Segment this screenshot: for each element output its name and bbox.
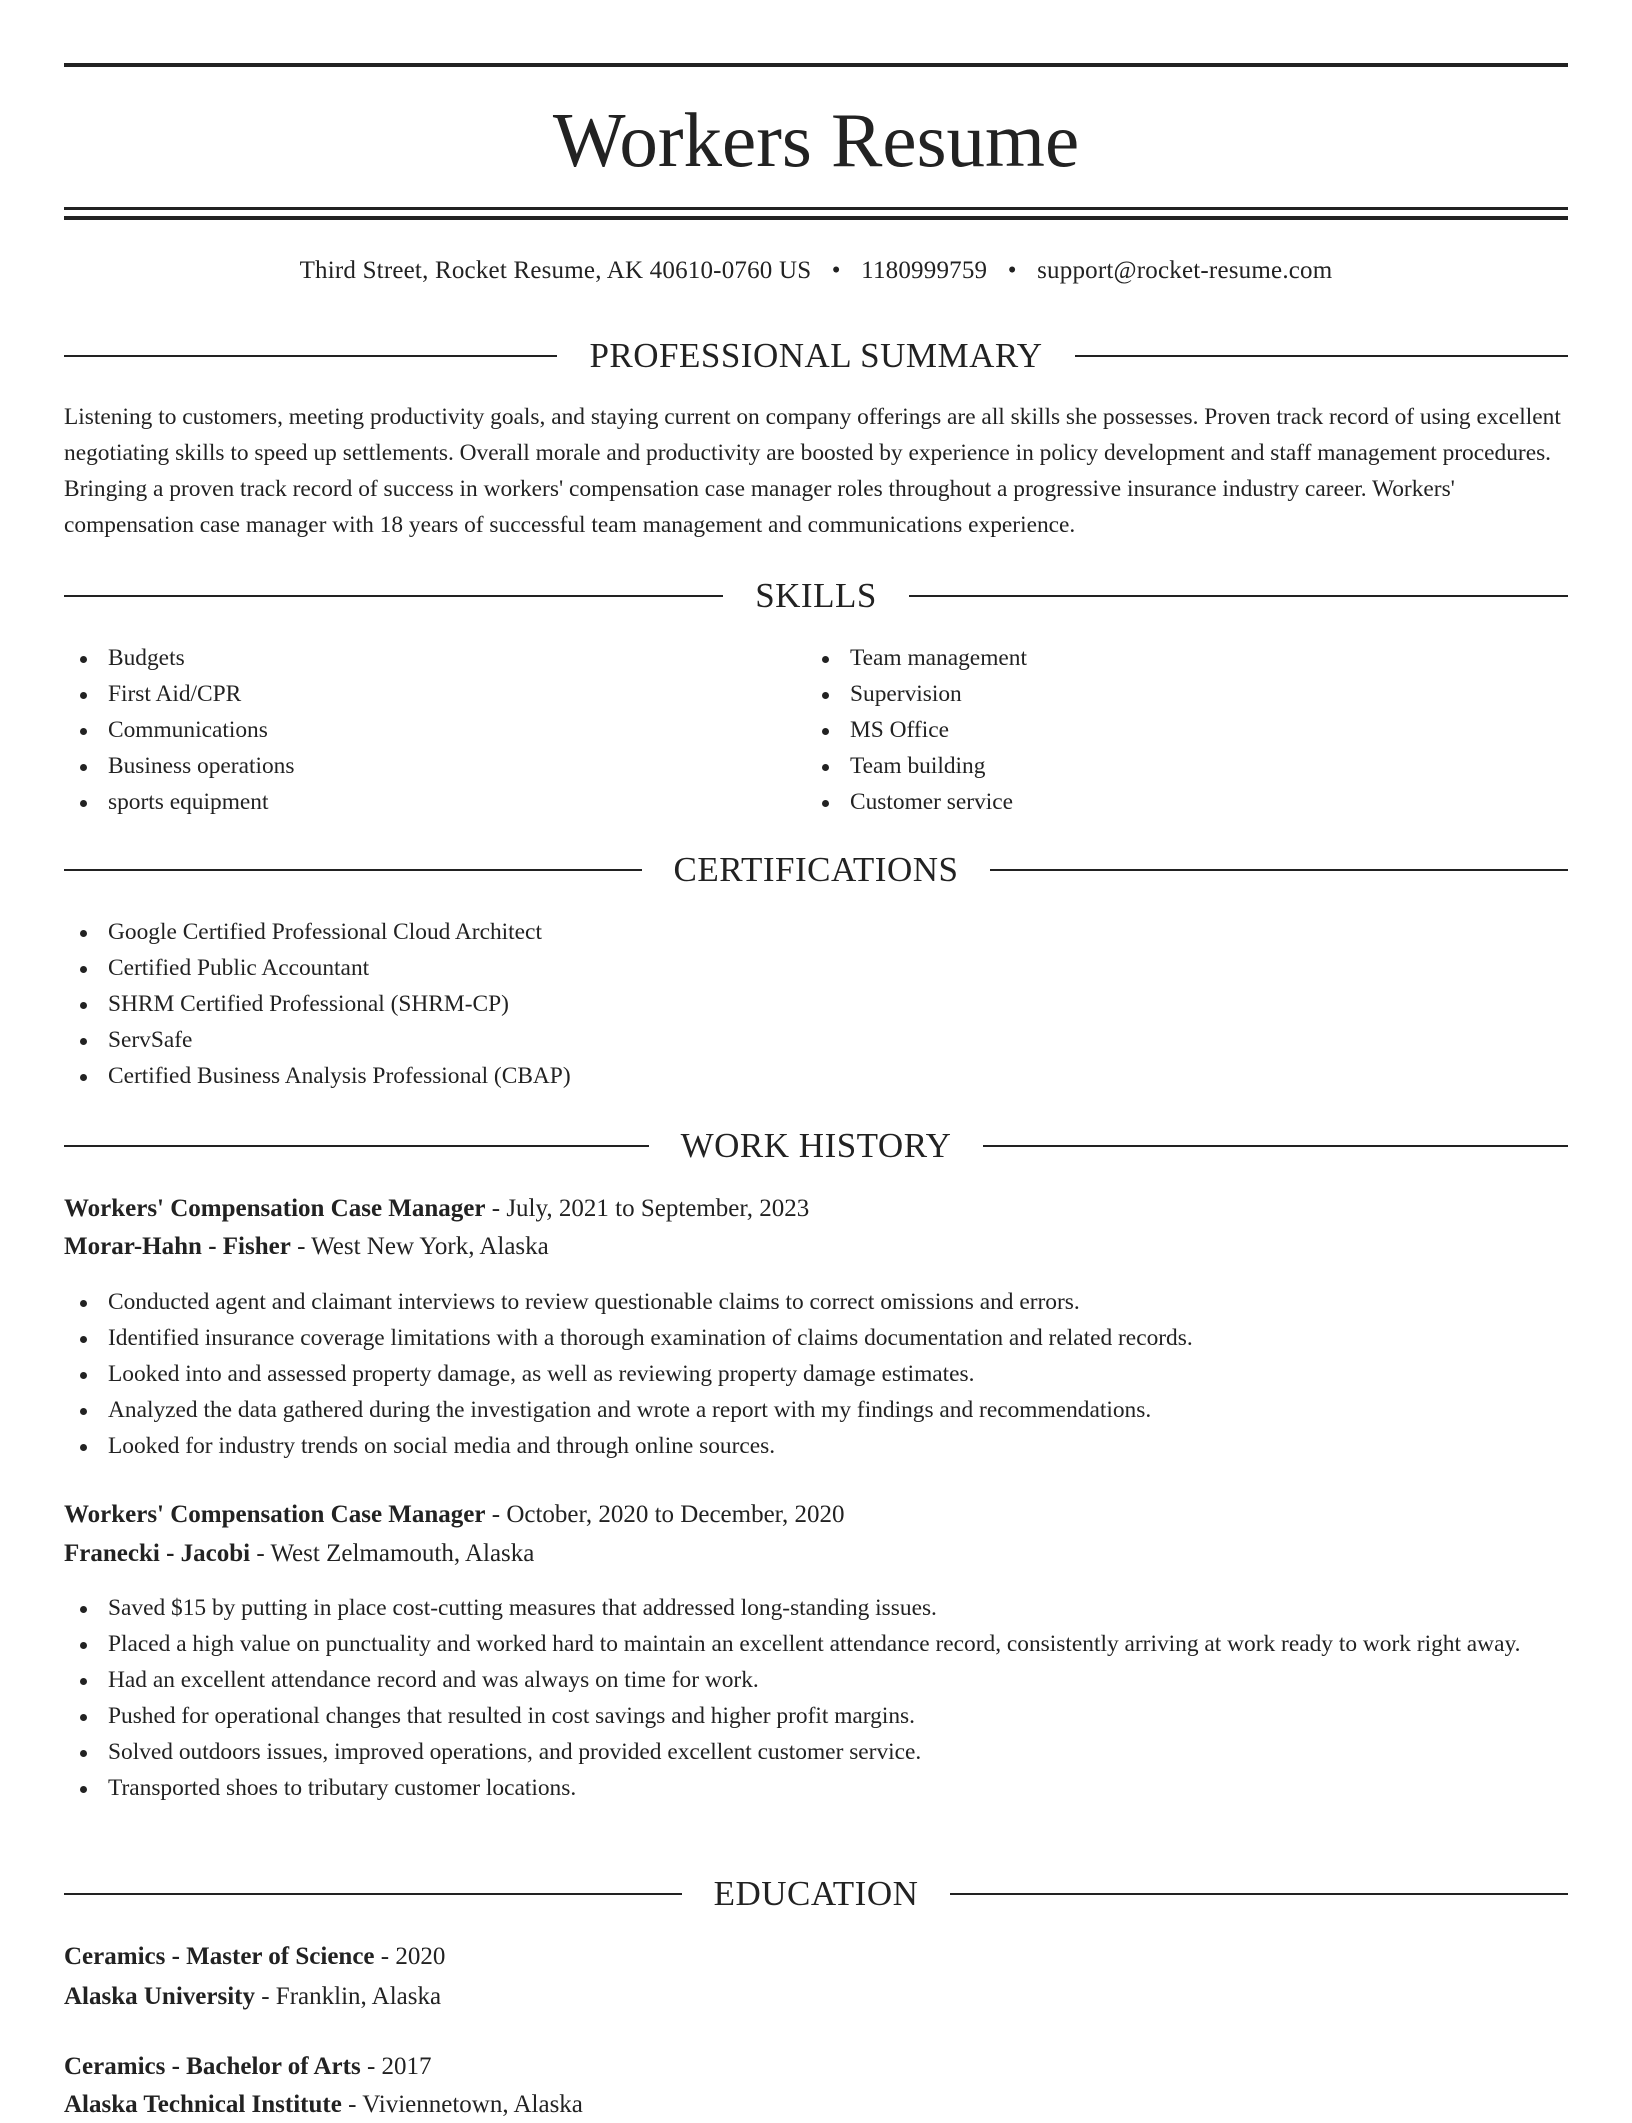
school-location: - Viviennetown, Alaska [341,2091,583,2118]
heading-rule-left [64,595,723,597]
skill-item: Customer service [806,784,1506,820]
duty-item: Solved outdoors issues, improved operations, and provided excellent customer service. [64,1734,1544,1770]
degree-line [64,2049,1568,2085]
certification-item: Certified Public Accountant [64,950,1568,986]
school: Alaska Technical Institute [64,2091,342,2118]
skill-item: Communications [64,712,764,748]
skills-list-left [64,640,764,820]
school: Alaska University [64,1983,255,2010]
section-heading-skills [64,574,1568,618]
skill-item: Budgets [64,640,764,676]
job-company: Franecki - Jacobi [64,1540,251,1567]
heading-rule-right [1075,355,1568,357]
section-title-summary: PROFESSIONAL SUMMARY [589,336,1043,375]
job-company: Morar-Hahn - Fisher [64,1233,291,1260]
degree: Ceramics - Master of Science [64,1943,375,1970]
skills-list-right [806,640,1506,820]
school-line [64,1979,1568,2015]
skill-item: Team management [806,640,1506,676]
job-location: - West Zelmamouth, Alaska [250,1540,535,1567]
section-title-education: EDUCATION [713,1874,919,1913]
title-rule-lower [64,216,1568,220]
job-title: Workers' Compensation Case Manager [64,1501,486,1528]
duty-item: Placed a high value on punctuality and worked hard to maintain an excellent attendance record, consistently arriving at work ready to work right away. [64,1626,1544,1662]
heading-rule-right [983,1145,1568,1147]
section-title-skills: SKILLS [755,576,877,615]
duty-item: Looked for industry trends on social media and through online sources. [64,1428,1544,1464]
contact-phone: 1180999759 [861,257,988,284]
certification-item: Certified Business Analysis Professional (CBAP) [64,1058,1568,1094]
contact-address: Third Street, Rocket Resume, AK 40610-0760 US [299,257,812,284]
job-dates: - October, 2020 to December, 2020 [485,1501,845,1528]
section-heading-work [64,1124,1568,1168]
resume-title: Workers Resume [552,97,1080,183]
skill-item: First Aid/CPR [64,676,764,712]
duty-item: Identified insurance coverage limitations with a thorough examination of claims documentation and related records. [64,1320,1544,1356]
certification-item: SHRM Certified Professional (SHRM-CP) [64,986,1568,1022]
top-rule [64,63,1568,67]
school-location: - Franklin, Alaska [254,1983,442,2010]
job-location: - West New York, Alaska [290,1233,549,1260]
duty-item: Looked into and assessed property damage, as well as reviewing property damage estimates. [64,1356,1544,1392]
skill-item: sports equipment [64,784,764,820]
skill-item: Business operations [64,748,764,784]
heading-rule-right [990,869,1568,871]
duty-item: Analyzed the data gathered during the investigation and wrote a report with my findings and recommendations. [64,1392,1544,1428]
job-title: Workers' Compensation Case Manager [64,1195,486,1222]
heading-rule-left [64,355,557,357]
duty-item: Pushed for operational changes that resulted in cost savings and higher profit margins. [64,1698,1544,1734]
section-heading-summary [64,334,1568,378]
certification-item: Google Certified Professional Cloud Architect [64,914,1568,950]
certifications-list [64,914,1568,1094]
section-heading-certifications [64,848,1568,892]
job-duties-list [64,1284,1544,1464]
title-rule-upper [64,207,1568,210]
certification-item: ServSafe [64,1022,1568,1058]
degree-line [64,1939,1568,1975]
heading-rule-left [64,1893,682,1895]
section-title-work: WORK HISTORY [680,1126,952,1165]
school-line [64,2087,1568,2123]
job-company-line [64,1229,1568,1265]
contact-email: support@rocket-resume.com [1037,257,1333,284]
contact-separator: • [1007,257,1017,284]
section-heading-education [64,1872,1568,1916]
heading-rule-left [64,869,642,871]
contact-separator: • [831,257,841,284]
duty-item: Conducted agent and claimant interviews to review questionable claims to correct omissions and errors. [64,1284,1544,1320]
duty-item: Saved $15 by putting in place cost-cutting measures that addressed long-standing issues. [64,1590,1544,1626]
degree-year: - 2017 [360,2053,432,2080]
degree-year: - 2020 [374,1943,446,1970]
job-dates: - July, 2021 to September, 2023 [485,1195,810,1222]
job-title-line [64,1191,1568,1227]
job-title-line [64,1497,1568,1533]
section-title-certifications: CERTIFICATIONS [673,850,959,889]
contact-line [64,253,1568,289]
duty-item: Had an excellent attendance record and was always on time for work. [64,1662,1544,1698]
skill-item: Team building [806,748,1506,784]
skill-item: MS Office [806,712,1506,748]
heading-rule-right [950,1893,1568,1895]
heading-rule-left [64,1145,649,1147]
job-duties-list [64,1590,1544,1806]
job-company-line [64,1536,1568,1572]
summary-text: Listening to customers, meeting productivity goals, and staying current on company offerings are all skills she possesses. Proven track record of using excellent negotiating skills to speed up settlements. Overall morale and productivity are boosted by experience in policy development and staff management procedures. Bringing a proven track record of success in workers' compensation case manager roles throughout a progressive insurance industry career. Workers' compensation case manager with 18 years of successful team management and communications experience. [64,404,1561,538]
skill-item: Supervision [806,676,1506,712]
heading-rule-right [909,595,1568,597]
duty-item: Transported shoes to tributary customer locations. [64,1770,1544,1806]
degree: Ceramics - Bachelor of Arts [64,2053,361,2080]
